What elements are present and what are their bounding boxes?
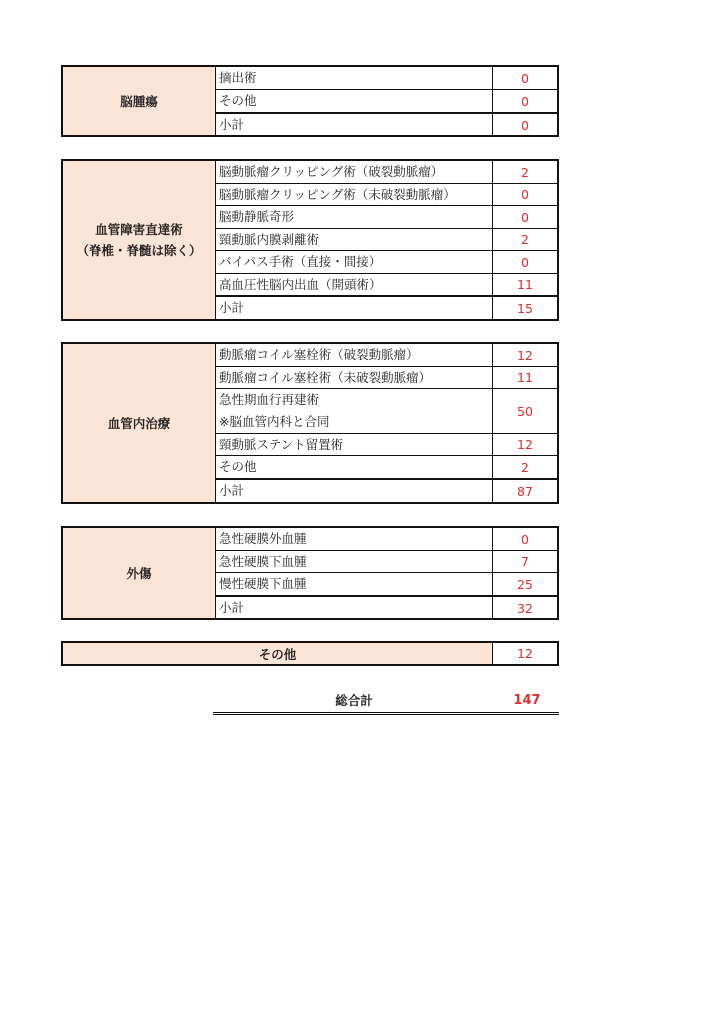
table-row — [216, 456, 557, 479]
procedure-count: 11 — [492, 274, 557, 295]
category-label: 血管内治療 — [107, 415, 171, 431]
subtotal-label: 小計 — [219, 117, 245, 132]
category-note: （脊椎・脊髄は除く） — [76, 243, 202, 258]
table-row — [216, 251, 557, 274]
procedure-name: その他 — [219, 459, 257, 474]
rows — [216, 528, 557, 618]
procedure-name: 慢性硬膜下血腫 — [219, 576, 307, 591]
category-cell — [63, 67, 216, 135]
procedure-count: 0 — [492, 90, 557, 112]
procedure-name: 頸動脈内膜剥離術 — [219, 231, 320, 247]
category-label: 血管障害直達術 — [95, 222, 183, 237]
table-row — [216, 67, 557, 90]
section-brain-tumor — [61, 65, 559, 137]
table-row — [216, 528, 557, 551]
table-row — [216, 434, 557, 456]
category-label: 外傷 — [126, 565, 152, 581]
procedure-name: 摘出術 — [219, 70, 257, 85]
table-row — [216, 274, 557, 296]
table-row — [216, 184, 557, 206]
subtotal-value: 15 — [492, 297, 557, 319]
table-row — [216, 389, 557, 434]
table-row — [216, 367, 557, 389]
subtotal-row — [216, 479, 557, 502]
procedure-count: 0 — [492, 184, 557, 205]
procedure-count: 0 — [492, 206, 557, 228]
table-row — [216, 573, 557, 596]
rows — [216, 161, 557, 319]
procedure-count: 50 — [492, 389, 557, 433]
procedure-name: 脳動脈瘤クリッピング術（破裂動脈瘤） — [219, 164, 444, 179]
section-trauma — [61, 526, 559, 620]
rows — [216, 344, 557, 502]
category-label: 脳腫瘍 — [120, 93, 158, 109]
procedure-name: 動脈瘤コイル塞栓術（未破裂動脈瘤） — [219, 369, 432, 385]
subtotal-value: 87 — [492, 480, 557, 502]
table-row — [216, 551, 557, 573]
table-row — [216, 161, 557, 184]
table-row — [216, 344, 557, 367]
grand-total-value: 147 — [513, 692, 541, 708]
subtotal-row — [216, 596, 557, 619]
procedure-count: 11 — [492, 367, 557, 388]
procedure-name: 急性期血行再建術 — [219, 392, 320, 407]
procedure-note: ※脳血管内科と合同 — [219, 414, 330, 429]
table-row — [216, 206, 557, 229]
procedure-name: 動脈瘤コイル塞栓術（破裂動脈瘤） — [219, 347, 419, 362]
subtotal-row — [216, 113, 557, 136]
other-label: その他 — [63, 643, 492, 664]
section-endovascular — [61, 342, 559, 504]
procedure-count: 0 — [492, 67, 557, 89]
subtotal-label: 小計 — [219, 300, 245, 315]
procedure-count: 0 — [492, 528, 557, 550]
procedure-count: 2 — [492, 456, 557, 478]
category-cell — [63, 161, 216, 319]
subtotal-row — [216, 296, 557, 319]
procedure-name: 脳動静脈奇形 — [219, 209, 295, 224]
procedure-count: 25 — [492, 573, 557, 595]
procedure-name: 頸動脈ステント留置術 — [219, 436, 344, 452]
subtotal-label: 小計 — [219, 600, 245, 615]
section-vascular-direct-surgery — [61, 159, 559, 321]
procedure-name: バイパス手術（直接・間接） — [219, 254, 382, 269]
table-row — [216, 90, 557, 113]
other-value: 12 — [492, 643, 557, 664]
other-row — [61, 641, 559, 666]
category-cell — [63, 344, 216, 502]
category-cell — [63, 528, 216, 618]
subtotal-value: 32 — [492, 597, 557, 619]
procedure-name: その他 — [219, 93, 257, 108]
procedure-count: 0 — [492, 251, 557, 273]
subtotal-label: 小計 — [219, 483, 245, 498]
procedure-name-cell — [216, 389, 492, 433]
procedure-name: 高血圧性脳内出血（開頭術） — [219, 276, 382, 292]
rows — [216, 67, 557, 135]
procedure-name: 急性硬膜下血腫 — [219, 553, 307, 569]
procedure-name: 急性硬膜外血腫 — [219, 531, 307, 546]
subtotal-value: 0 — [492, 114, 557, 136]
procedure-name: 脳動脈瘤クリッピング術（未破裂動脈瘤） — [219, 186, 456, 202]
grand-total-row — [213, 688, 559, 715]
procedure-count: 7 — [492, 551, 557, 572]
procedure-count: 12 — [492, 434, 557, 455]
procedure-count: 2 — [492, 229, 557, 250]
table-row — [216, 229, 557, 251]
procedure-count: 12 — [492, 344, 557, 366]
grand-total-label: 総合計 — [335, 693, 373, 708]
procedure-count: 2 — [492, 161, 557, 183]
